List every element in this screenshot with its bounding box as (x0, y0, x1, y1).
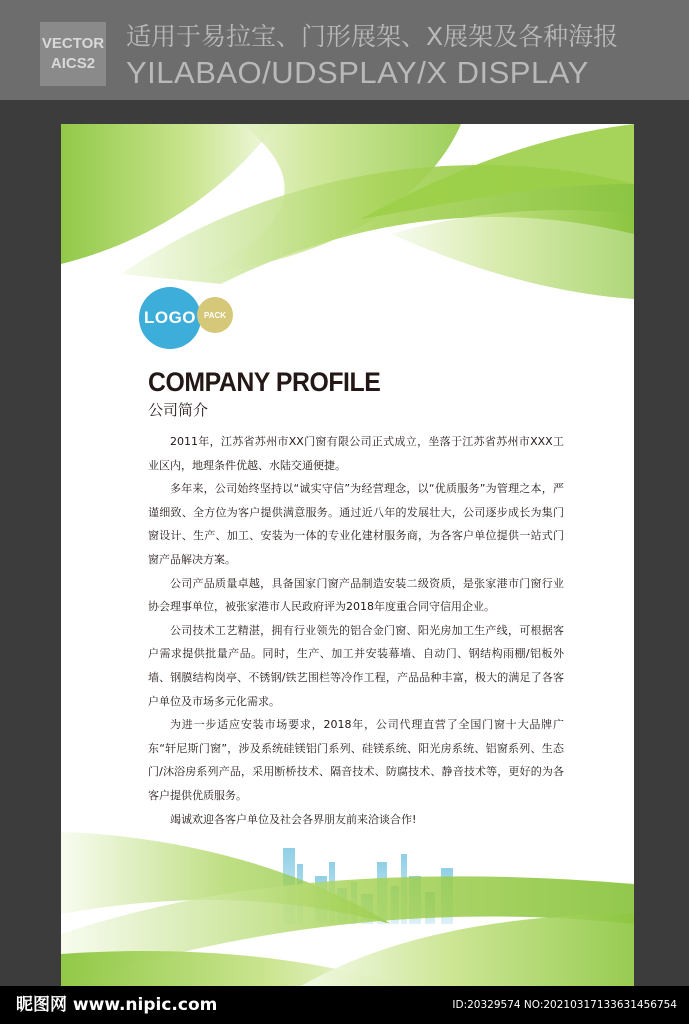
paragraph: 为进一步适应安装市场要求，2018年，公司代理直营了全国门窗十大品牌广东“轩尼斯门窗”，涉及系统硅镁铝门系列、硅镁系统、阳光房系统、铝窗系列、生态门/沐浴房系列产品，采用断桥技术、隔音技术、防腐技术、静音技术等，更好的为各客户提供优质服务。 (148, 718, 564, 802)
image-id: ID:20329574 NO:20210317133631456754 (452, 999, 677, 1011)
vector-badge (40, 22, 106, 86)
poster (61, 124, 634, 986)
page-title: COMPANY PROFILE (148, 367, 381, 397)
header-title: 适用于易拉宝、门形展架、X展架及各种海报 (126, 22, 619, 51)
paragraph: 多年来，公司始终坚持以“诚实守信”为经营理念，以“优质服务”为管理之本，严谨细致、全方位为客户提供满意服务。通过近八年的发展壮大，公司逐步成长为集门窗设计、生产、加工、安装为一体的专业化建材服务商，为各客户单位提供一站式门窗产品解决方案。 (148, 482, 564, 566)
header-band (0, 0, 689, 100)
footer-band (0, 986, 689, 1024)
page-subtitle: 公司简介 (148, 401, 209, 419)
paragraph: 公司产品质量卓越，具备国家门窗产品制造安装二级资质，是张家港市门窗行业协会理事单位，被张家港市人民政府评为2018年度重合同守信用企业。 (148, 576, 564, 614)
bottom-swoosh-right (301, 914, 634, 986)
badge-line-1: VECTOR (41, 35, 105, 52)
site-watermark: 昵图网 www.nipic.com (16, 995, 218, 1015)
badge-line-2: AICS2 (50, 55, 96, 72)
top-swoosh-fade (391, 210, 634, 299)
paragraph: 2011年，江苏省苏州市XX门窗有限公司正式成立，坐落于江苏省苏州市XXX工业区内，地理条件优越、水陆交通便捷。 (148, 435, 564, 472)
profile-body (148, 430, 564, 831)
paragraph: 公司技术工艺精湛，拥有行业领先的铝合金门窗、阳光房加工生产线，可根据客户需求提供批量产品。同时，生产、加工并安装幕墙、自动门、钢结构雨棚/铝板外墙、钢膜结构岗亭、不锈钢/铁艺围栏等冷作工程，产品品种丰富，极大的满足了各客户单位及市场多元化需求。 (148, 623, 564, 708)
logo-circle: LOGO (139, 287, 201, 349)
header-subtitle: YILABAO/UDSPLAY/X DISPLAY (126, 55, 589, 90)
paragraph: 竭诚欢迎各客户单位及社会各界朋友前来洽谈合作! (170, 812, 417, 826)
logo-pack-badge: PACK (197, 297, 233, 333)
